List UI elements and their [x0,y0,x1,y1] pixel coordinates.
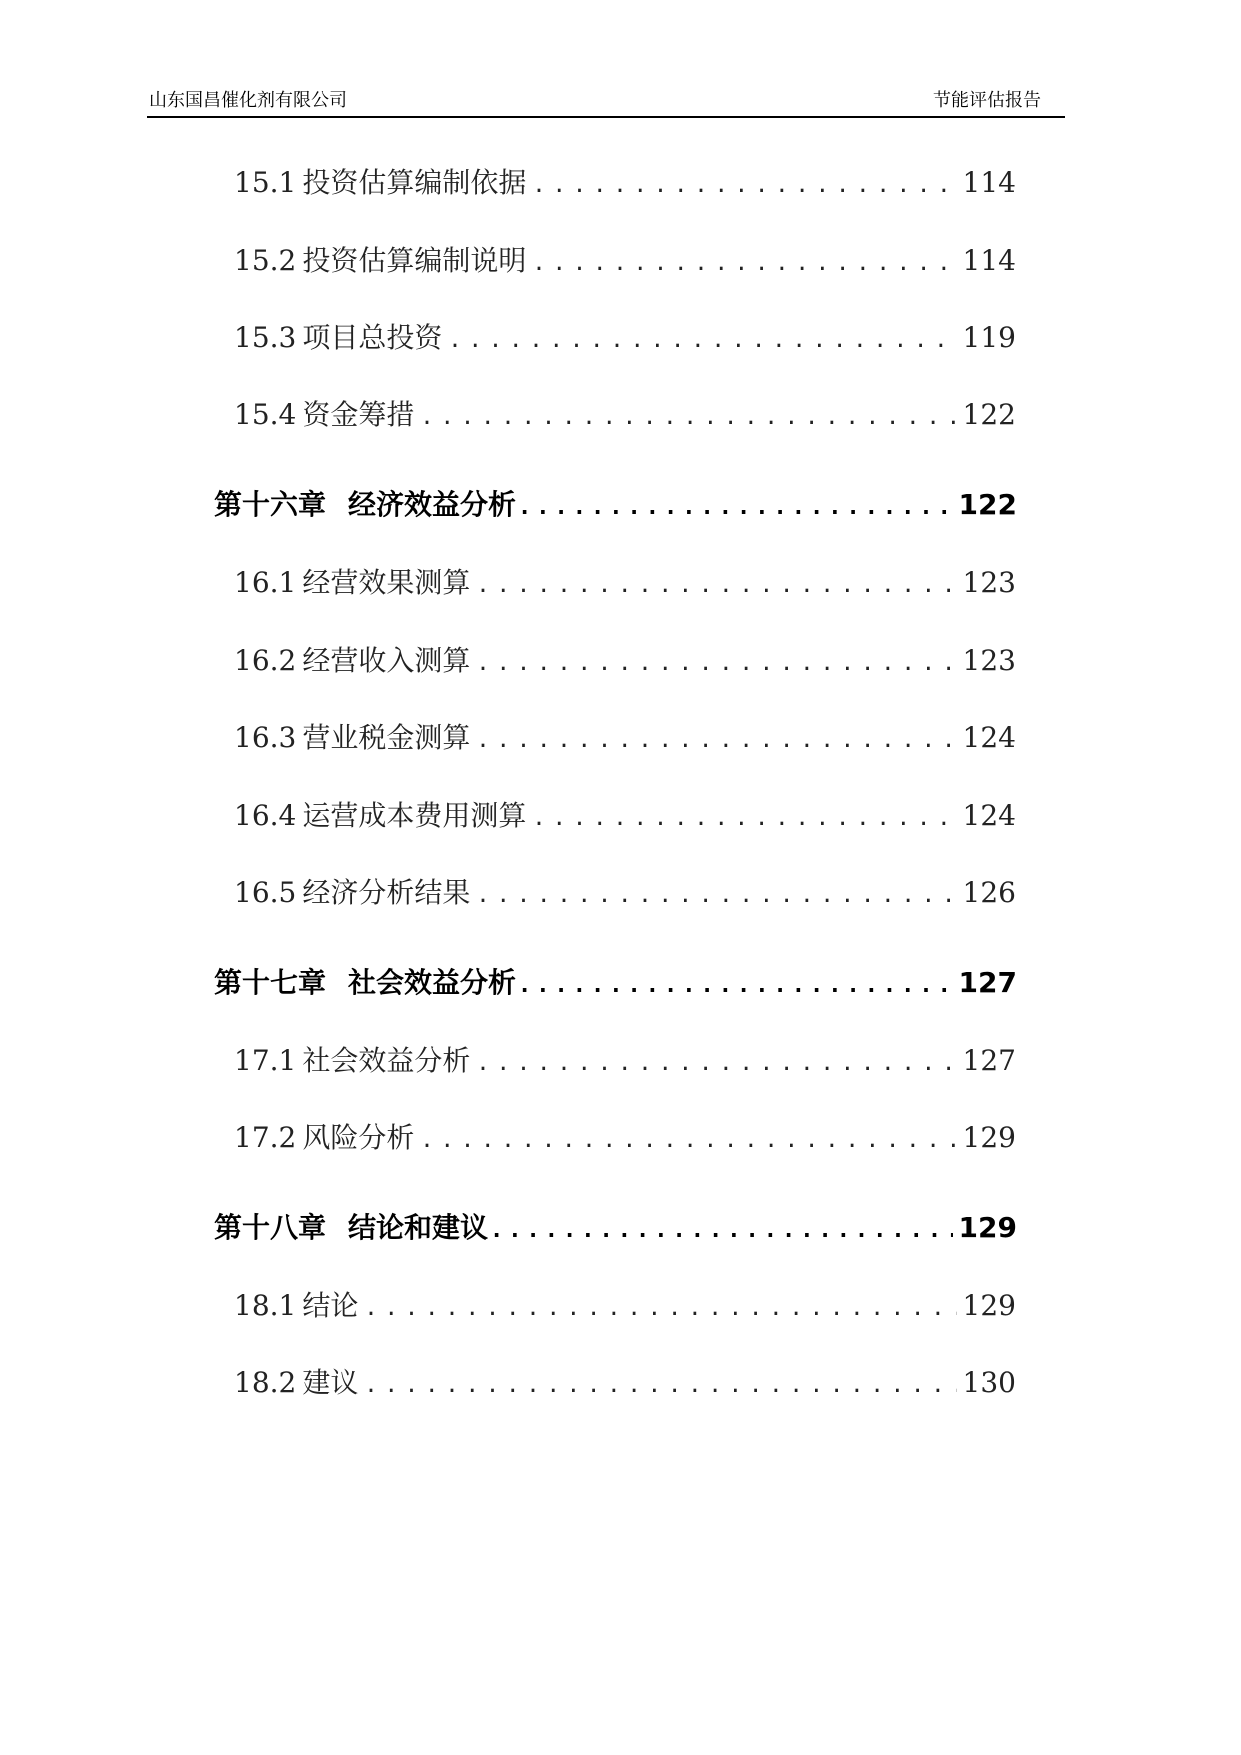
toc-entry[interactable] [234,395,1016,435]
toc-entry-title: 风险分析 [302,1121,415,1154]
page-header [147,86,1065,118]
header-company: 山东国昌催化剂有限公司 [149,90,347,111]
toc-leader-dots [364,1366,956,1406]
header-doc-title: 节能评估报告 [933,90,1041,111]
toc-entry-title: 投资估算编制依据 [302,166,527,199]
toc-entry-title: 结论 [302,1289,359,1322]
toc-entry-title: 资金筹措 [302,398,415,431]
toc-entry[interactable] [234,873,1016,913]
toc-leader-dots [532,799,956,839]
toc-entry-number: 17.2 [234,1121,297,1154]
toc-entry[interactable] [234,318,1016,358]
toc-entry-number: 15.2 [234,244,297,277]
toc-entry[interactable] [234,796,1016,836]
toc-entry-page: 122 [962,398,1016,431]
toc-leader-dots [476,644,956,684]
toc-entry-title: 运营成本费用测算 [302,799,527,832]
toc-chapter-page: 122 [958,488,1017,521]
toc-chapter[interactable] [214,485,1017,525]
toc-entry-number: 16.4 [234,799,297,832]
toc-entry-title: 投资估算编制说明 [302,244,527,277]
toc-entry-page: 114 [962,244,1016,277]
toc-entry-number: 16.3 [234,721,297,754]
toc-leader-dots [476,566,956,606]
toc-leader-dots [364,1289,956,1329]
toc-entry-page: 129 [962,1121,1016,1154]
toc-chapter-page: 127 [958,966,1017,999]
toc-entry[interactable] [234,241,1016,281]
toc-entry[interactable] [234,641,1016,681]
toc-chapter[interactable] [214,1208,1017,1248]
toc-entry-page: 126 [962,876,1016,909]
toc-entry-page: 119 [962,321,1016,354]
toc-entry-page: 130 [962,1366,1016,1399]
toc-entry[interactable] [234,563,1016,603]
toc-leader-dots [476,1044,956,1084]
toc-entry-page: 123 [962,644,1016,677]
toc-entry[interactable] [234,1286,1016,1326]
toc-chapter-title: 社会效益分析 [348,966,517,999]
toc-entry-title: 项目总投资 [302,321,443,354]
toc-entry[interactable] [234,1041,1016,1081]
toc-entry-number: 15.4 [234,398,297,431]
toc-entry-page: 129 [962,1289,1016,1322]
toc-chapter-title: 结论和建议 [348,1211,489,1244]
toc-entry[interactable] [234,1118,1016,1158]
toc-chapter-page: 129 [958,1211,1017,1244]
toc-entry-number: 15.3 [234,321,297,354]
toc-entry[interactable] [234,1363,1016,1403]
toc-entry-page: 127 [962,1044,1016,1077]
toc-leader-dots [476,721,956,761]
toc-leader-dots [532,244,956,284]
toc-entry-page: 123 [962,566,1016,599]
toc-chapter-number: 第十八章 [214,1211,327,1244]
toc-entry-number: 16.5 [234,876,297,909]
toc-entry-number: 17.1 [234,1044,297,1077]
toc-entry-title: 营业税金测算 [302,721,471,754]
toc-chapter[interactable] [214,963,1017,1003]
toc-entry-number: 18.1 [234,1289,297,1322]
toc-entry-title: 经济分析结果 [302,876,471,909]
toc-entry-page: 124 [962,721,1016,754]
toc-entry-number: 15.1 [234,166,297,199]
toc-entry-number: 16.1 [234,566,297,599]
toc-leader-dots [518,488,953,528]
toc-entry-number: 18.2 [234,1366,297,1399]
toc-entry-title: 建议 [302,1366,359,1399]
toc-entry[interactable] [234,718,1016,758]
toc-entry-title: 社会效益分析 [302,1044,471,1077]
toc-entry-title: 经营效果测算 [302,566,471,599]
toc-leader-dots [420,1121,956,1161]
toc-leader-dots [476,876,956,916]
toc-entry[interactable] [234,163,1016,203]
toc-chapter-number: 第十七章 [214,966,327,999]
toc-entry-page: 114 [962,166,1016,199]
toc-chapter-number: 第十六章 [214,488,327,521]
toc-leader-dots [518,966,953,1006]
toc-leader-dots [532,166,956,206]
toc-entry-number: 16.2 [234,644,297,677]
toc-leader-dots [490,1211,953,1251]
toc-leader-dots [448,321,956,361]
toc-entry-title: 经营收入测算 [302,644,471,677]
toc-leader-dots [420,398,956,438]
toc-entry-page: 124 [962,799,1016,832]
toc-chapter-title: 经济效益分析 [348,488,517,521]
